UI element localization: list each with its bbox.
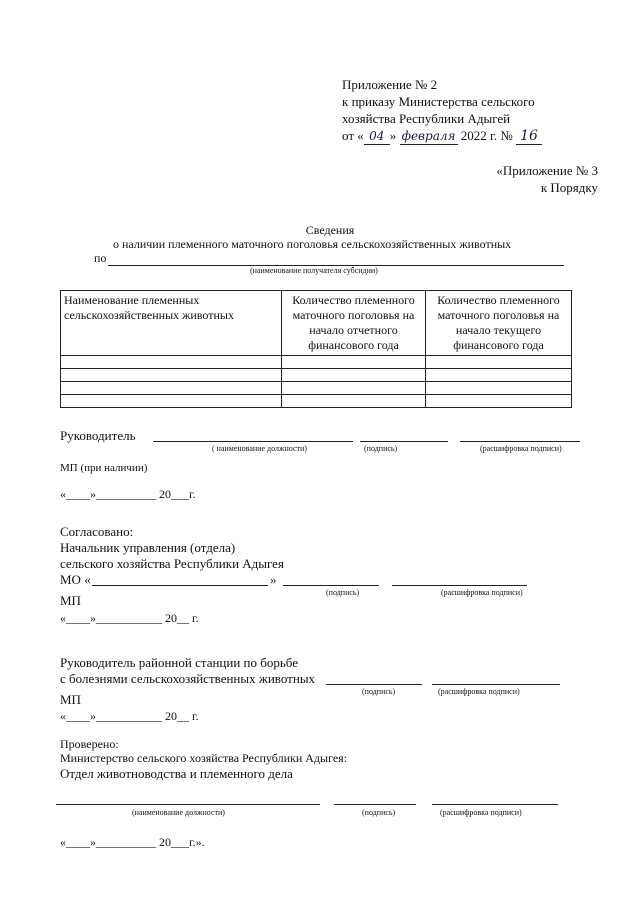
checked-label: Проверено: (60, 737, 119, 751)
agreed-mp: МП (60, 593, 81, 608)
checked-line-2: Отдел животноводства и племенного дела (60, 766, 293, 781)
checked-line-1: Министерство сельского хозяйства Республики Адыгея: (60, 751, 348, 765)
date-prefix: от « (342, 128, 364, 143)
checked-signature-line[interactable] (334, 804, 416, 805)
agreed-signature-line[interactable] (283, 585, 379, 586)
table-cell[interactable] (426, 369, 572, 382)
agreed-cap-signature: (подпись) (326, 588, 360, 597)
agreed-line-2: сельского хозяйства Республики Адыгея (60, 556, 284, 571)
date-year: 2022 г. № (460, 128, 513, 143)
title-line-1: Сведения (305, 223, 355, 237)
header-line-3: хозяйства Республики Адыгей (342, 111, 511, 126)
header-line-2: к приказу Министерства сельского (342, 94, 535, 109)
col-header-reporting-year: Количество племенного маточного поголовья на начало отчетного финансового года (282, 291, 426, 356)
station-signature-line[interactable] (326, 684, 422, 685)
head-decoding-line[interactable] (460, 441, 580, 442)
table-cell[interactable] (61, 395, 282, 408)
checked-cap-position: (наименование должности) (132, 808, 225, 817)
table-row (61, 356, 572, 369)
head-position-line[interactable] (153, 441, 353, 442)
agreed-decoding-line[interactable] (392, 585, 527, 586)
head-mp: МП (при наличии) (60, 462, 148, 474)
date-mid: » (389, 128, 397, 143)
checked-cap-signature: (подпись) (362, 808, 396, 817)
head-label: Руководитель (60, 428, 136, 443)
agreed-date-line[interactable]: «____»___________ 20__ г. (60, 611, 199, 625)
agreed-mo-open: МО « (60, 572, 91, 587)
agreed-label: Согласовано: (60, 524, 134, 539)
col-header-current-year: Количество племенного маточного поголовья на начало текущего финансового года (426, 291, 572, 356)
head-cap-signature: (подпись) (364, 444, 398, 453)
appendix-line-1: «Приложение № 3 (496, 163, 598, 178)
station-cap-decoding: (расшифровка подписи) (438, 687, 520, 696)
head-cap-decoding: (расшифровка подписи) (480, 444, 562, 453)
date-day-handwritten: 04 (364, 128, 390, 145)
table-header-row (61, 291, 572, 356)
station-cap-signature: (подпись) (362, 687, 396, 696)
header-date-line (342, 128, 542, 145)
date-month-handwritten: февраля (400, 128, 458, 145)
head-cap-position: ( наименование должности) (212, 444, 307, 453)
by-label: по (94, 251, 107, 265)
head-date-line[interactable]: «____»__________ 20___г. (60, 487, 196, 501)
table-row (61, 369, 572, 382)
station-line-1: Руководитель районной станции по борьбе (60, 655, 299, 670)
checked-position-line[interactable] (56, 804, 320, 805)
checked-decoding-line[interactable] (432, 804, 558, 805)
order-number-handwritten: 16 (516, 128, 542, 145)
checked-cap-decoding: (расшифровка подписи) (440, 808, 522, 817)
checked-date-line[interactable]: «____»__________ 20___г.». (60, 835, 205, 849)
header-line-1: Приложение № 2 (342, 77, 438, 92)
table-cell[interactable] (282, 382, 426, 395)
table-cell[interactable] (426, 395, 572, 408)
head-signature-line[interactable] (360, 441, 448, 442)
table-cell[interactable] (426, 356, 572, 369)
table-row (61, 382, 572, 395)
col-header-animals: Наименование племенных сельскохозяйственных животных (61, 291, 282, 356)
table-cell[interactable] (282, 395, 426, 408)
agreed-cap-decoding: (расшифровка подписи) (441, 588, 523, 597)
station-mp: МП (60, 692, 81, 707)
table-cell[interactable] (61, 369, 282, 382)
table-cell[interactable] (61, 356, 282, 369)
agreed-line-1: Начальник управления (отдела) (60, 540, 236, 555)
livestock-table (60, 290, 572, 408)
agreed-mo-close: » (270, 572, 277, 587)
table-cell[interactable] (282, 369, 426, 382)
table-cell[interactable] (282, 356, 426, 369)
appendix-line-2: к Порядку (540, 180, 598, 195)
table-cell[interactable] (61, 382, 282, 395)
title-line-2: о наличии племенного маточного поголовья сельскохозяйственных животных (113, 237, 512, 251)
table-cell[interactable] (426, 382, 572, 395)
station-line-2: с болезнями сельскохозяйственных животных (60, 671, 316, 686)
table-row (61, 395, 572, 408)
station-date-line[interactable]: «____»___________ 20__ г. (60, 709, 199, 723)
station-decoding-line[interactable] (432, 684, 560, 685)
recipient-caption: (наименование получателя субсидии) (250, 266, 378, 275)
agreed-mo-line[interactable] (92, 585, 268, 586)
